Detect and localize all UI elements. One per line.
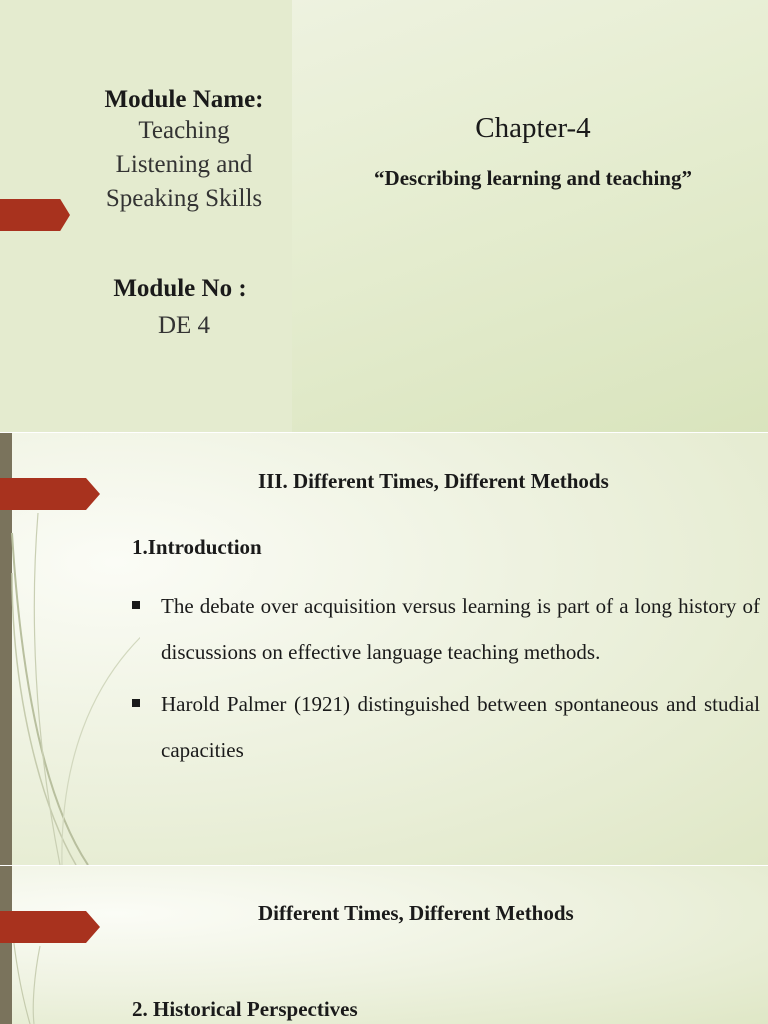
slide-title: III. Different Times, Different Methods	[258, 469, 609, 493]
chapter-title: Chapter-4	[475, 112, 591, 144]
bullet-text: The debate over acquisition versus learning is part of a long history of discussions on effective language teaching methods.	[161, 594, 760, 664]
module-name-label: Module Name:	[104, 86, 264, 113]
list-item	[132, 583, 760, 675]
accent-arrow-tab	[0, 911, 100, 943]
chapter-subtitle: “Describing learning and teaching”	[374, 166, 692, 190]
accent-arrow-tab	[0, 478, 100, 510]
square-bullet-icon	[132, 601, 140, 609]
module-name-line: Listening and	[115, 151, 253, 178]
slide-title: Different Times, Different Methods	[258, 901, 574, 925]
content-slide-intro	[0, 433, 768, 865]
title-slide	[0, 0, 768, 432]
module-no-label: Module No :	[113, 275, 247, 302]
module-no-value: DE 4	[157, 312, 211, 339]
decorative-curves	[0, 866, 140, 1024]
module-name-block	[40, 86, 328, 216]
bullet-text: Harold Palmer (1921) distinguished between spontaneous and studial capacities	[161, 692, 760, 762]
module-no-block	[40, 275, 320, 343]
module-name-line: Teaching	[138, 117, 230, 144]
module-name-line: Speaking Skills	[105, 185, 263, 212]
square-bullet-icon	[132, 699, 140, 707]
content-slide-history	[0, 866, 768, 1024]
section-heading: 2. Historical Perspectives	[132, 997, 358, 1021]
section-heading: 1.Introduction	[132, 535, 262, 559]
bullet-list	[132, 583, 760, 779]
list-item	[132, 681, 760, 773]
